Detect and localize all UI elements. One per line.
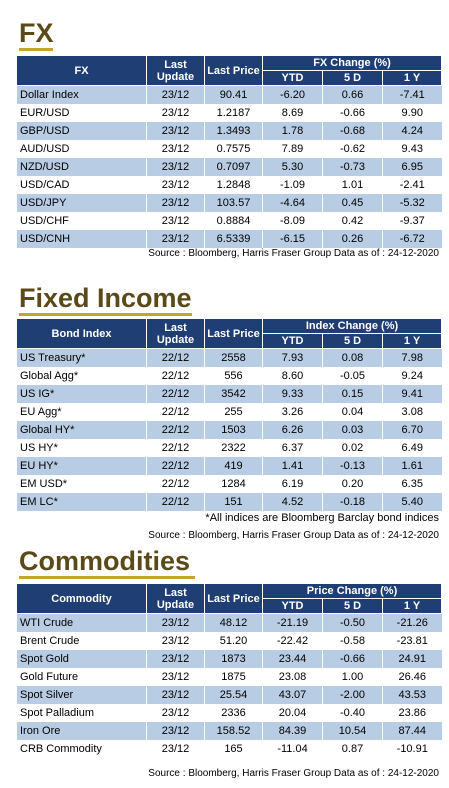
cell-last-update: 22/12 [147,439,205,457]
cell-last-price: 2322 [205,439,263,457]
cell-5d: 10.54 [323,722,383,740]
fixed-income-section-title: Fixed Income [19,283,192,313]
fixed-income-footnote: *All indices are Bloomberg Barclay bond indices [205,512,439,524]
cell-5d: 0.87 [323,740,383,758]
cell-5d: 1.00 [323,668,383,686]
cell-name: EUR/USD [17,104,147,122]
table-row [17,704,442,722]
cell-ytd: 6.26 [263,421,323,439]
table-row [17,668,442,686]
cell-name: Gold Future [17,668,147,686]
cell-1y: 9.43 [383,140,442,158]
cell-last-price: 158.52 [205,722,263,740]
cell-last-price: 0.7097 [205,158,263,176]
cell-ytd: 8.69 [263,104,323,122]
cell-last-price: 1.2848 [205,176,263,194]
table-row [17,104,442,122]
fi-header-last-price: Last Price [205,319,263,349]
cell-name: USD/JPY [17,194,147,212]
table-row [17,158,442,176]
cell-ytd: -8.09 [263,212,323,230]
fi-header-ytd: YTD [263,334,323,349]
cell-last-update: 23/12 [147,140,205,158]
cell-ytd: 7.93 [263,349,323,368]
cell-last-price: 1873 [205,650,263,668]
cell-5d: 1.01 [323,176,383,194]
cell-last-update: 23/12 [147,194,205,212]
cell-last-update: 23/12 [147,704,205,722]
fi-header-last-update: Last Update [147,319,205,349]
cell-ytd: 1.41 [263,457,323,475]
commodities-title-underline [19,576,195,579]
cell-last-update: 22/12 [147,385,205,403]
cell-1y: 9.24 [383,367,442,385]
fx-section-title: FX [19,18,54,48]
com-header-1y: 1 Y [383,599,442,614]
cell-ytd: -6.15 [263,230,323,248]
cell-name: EM LC* [17,493,147,511]
cell-last-price: 25.54 [205,686,263,704]
cell-ytd: 9.33 [263,385,323,403]
table-row [17,632,442,650]
cell-last-update: 23/12 [147,104,205,122]
cell-5d: 0.20 [323,475,383,493]
cell-last-price: 48.12 [205,614,263,633]
cell-5d: -0.13 [323,457,383,475]
table-row [17,176,442,194]
cell-last-update: 22/12 [147,367,205,385]
cell-name: USD/CNH [17,230,147,248]
cell-last-price: 3542 [205,385,263,403]
table-row [17,614,442,633]
fx-header-5d: 5 D [323,71,383,86]
cell-last-update: 23/12 [147,614,205,633]
table-row [17,686,442,704]
cell-name: Spot Silver [17,686,147,704]
cell-last-price: 51.20 [205,632,263,650]
cell-5d: -0.58 [323,632,383,650]
cell-1y: 24.91 [383,650,442,668]
cell-5d: 0.02 [323,439,383,457]
cell-name: NZD/USD [17,158,147,176]
cell-last-price: 90.41 [205,86,263,105]
cell-ytd: -6.20 [263,86,323,105]
cell-5d: 0.66 [323,86,383,105]
com-header-last-price: Last Price [205,584,263,614]
cell-last-update: 23/12 [147,722,205,740]
cell-5d: 0.45 [323,194,383,212]
cell-ytd: -11.04 [263,740,323,758]
cell-last-update: 23/12 [147,86,205,105]
cell-ytd: 43.07 [263,686,323,704]
cell-ytd: 1.78 [263,122,323,140]
cell-last-update: 22/12 [147,349,205,368]
table-row [17,722,442,740]
cell-1y: 7.98 [383,349,442,368]
cell-name: AUD/USD [17,140,147,158]
cell-ytd: -1.09 [263,176,323,194]
table-row [17,650,442,668]
cell-5d: -0.66 [323,104,383,122]
fixed-income-title-underline [19,313,192,316]
cell-last-update: 23/12 [147,230,205,248]
cell-5d: -0.50 [323,614,383,633]
cell-5d: 0.03 [323,421,383,439]
cell-1y: 5.40 [383,493,442,511]
cell-1y: -7.41 [383,86,442,105]
cell-5d: -0.62 [323,140,383,158]
cell-last-update: 22/12 [147,403,205,421]
cell-1y: 26.46 [383,668,442,686]
cell-ytd: -22.42 [263,632,323,650]
fx-source-note: Source : Bloomberg, Harris Fraser Group Data as of : 24-12-2020 [148,248,439,259]
cell-1y: 6.35 [383,475,442,493]
cell-name: US HY* [17,439,147,457]
cell-ytd: -4.64 [263,194,323,212]
table-row [17,403,442,421]
fx-header-last-update: Last Update [147,56,205,86]
cell-1y: -5.32 [383,194,442,212]
cell-last-price: 1875 [205,668,263,686]
cell-last-price: 1503 [205,421,263,439]
cell-last-update: 23/12 [147,122,205,140]
cell-5d: -0.40 [323,704,383,722]
commodities-table [16,583,442,758]
cell-ytd: -21.19 [263,614,323,633]
cell-last-update: 23/12 [147,632,205,650]
table-row [17,230,442,248]
table-row [17,475,442,493]
com-header-last-update: Last Update [147,584,205,614]
cell-last-update: 23/12 [147,158,205,176]
cell-1y: 87.44 [383,722,442,740]
fx-header-ytd: YTD [263,71,323,86]
table-row [17,140,442,158]
table-row [17,385,442,403]
cell-name: Global Agg* [17,367,147,385]
table-row [17,194,442,212]
cell-5d: 0.04 [323,403,383,421]
fx-header-name: FX [17,56,147,86]
cell-last-price: 1284 [205,475,263,493]
cell-1y: -23.81 [383,632,442,650]
cell-1y: -2.41 [383,176,442,194]
cell-1y: 9.90 [383,104,442,122]
commodities-section-title: Commodities [19,546,191,576]
cell-ytd: 6.19 [263,475,323,493]
cell-1y: -10.91 [383,740,442,758]
cell-ytd: 3.26 [263,403,323,421]
fi-header-name: Bond Index [17,319,147,349]
fixed-income-table [16,318,442,511]
cell-name: EM USD* [17,475,147,493]
cell-name: CRB Commodity [17,740,147,758]
cell-5d: 0.15 [323,385,383,403]
cell-1y: 6.49 [383,439,442,457]
fixed-income-source-note: Source : Bloomberg, Harris Fraser Group Data as of : 24-12-2020 [148,530,439,541]
cell-ytd: 23.44 [263,650,323,668]
cell-name: US Treasury* [17,349,147,368]
cell-last-price: 255 [205,403,263,421]
cell-ytd: 8.60 [263,367,323,385]
cell-1y: 9.41 [383,385,442,403]
cell-last-update: 23/12 [147,650,205,668]
cell-name: GBP/USD [17,122,147,140]
cell-last-update: 22/12 [147,457,205,475]
cell-1y: 6.70 [383,421,442,439]
cell-last-update: 23/12 [147,176,205,194]
cell-name: Spot Palladium [17,704,147,722]
cell-5d: 0.08 [323,349,383,368]
table-row [17,493,442,511]
fx-header-1y: 1 Y [383,71,442,86]
cell-5d: -0.66 [323,650,383,668]
table-row [17,439,442,457]
fx-header-change-group: FX Change (%) [263,56,442,71]
cell-5d: -2.00 [323,686,383,704]
cell-last-update: 22/12 [147,493,205,511]
cell-1y: 1.61 [383,457,442,475]
cell-last-price: 1.2187 [205,104,263,122]
table-row [17,86,442,105]
cell-last-price: 556 [205,367,263,385]
cell-last-price: 0.7575 [205,140,263,158]
fi-header-5d: 5 D [323,334,383,349]
com-header-name: Commodity [17,584,147,614]
cell-name: EU Agg* [17,403,147,421]
cell-name: Dollar Index [17,86,147,105]
fi-header-1y: 1 Y [383,334,442,349]
cell-5d: -0.18 [323,493,383,511]
cell-5d: -0.05 [323,367,383,385]
commodities-source-note: Source : Bloomberg, Harris Fraser Group Data as of : 24-12-2020 [148,768,439,779]
cell-name: Brent Crude [17,632,147,650]
table-row [17,122,442,140]
fx-table [16,55,442,248]
cell-ytd: 7.89 [263,140,323,158]
cell-last-update: 23/12 [147,740,205,758]
cell-ytd: 5.30 [263,158,323,176]
cell-5d: -0.73 [323,158,383,176]
cell-last-update: 22/12 [147,421,205,439]
cell-last-price: 165 [205,740,263,758]
cell-last-price: 419 [205,457,263,475]
cell-last-price: 151 [205,493,263,511]
cell-name: USD/CHF [17,212,147,230]
com-header-5d: 5 D [323,599,383,614]
table-row [17,457,442,475]
cell-1y: -6.72 [383,230,442,248]
cell-1y: 23.86 [383,704,442,722]
cell-ytd: 6.37 [263,439,323,457]
cell-5d: 0.42 [323,212,383,230]
cell-1y: 43.53 [383,686,442,704]
cell-name: Spot Gold [17,650,147,668]
cell-name: USD/CAD [17,176,147,194]
cell-last-update: 22/12 [147,475,205,493]
cell-ytd: 4.52 [263,493,323,511]
cell-last-price: 2336 [205,704,263,722]
cell-ytd: 20.04 [263,704,323,722]
cell-last-price: 1.3493 [205,122,263,140]
cell-1y: 4.24 [383,122,442,140]
cell-last-price: 103.57 [205,194,263,212]
cell-last-update: 23/12 [147,668,205,686]
cell-name: WTI Crude [17,614,147,633]
table-row [17,212,442,230]
cell-1y: -21.26 [383,614,442,633]
table-row [17,421,442,439]
cell-name: EU HY* [17,457,147,475]
fx-title-underline [19,48,53,51]
cell-ytd: 23.08 [263,668,323,686]
fi-header-change-group: Index Change (%) [263,319,442,334]
fx-header-last-price: Last Price [205,56,263,86]
cell-last-price: 2558 [205,349,263,368]
cell-last-update: 23/12 [147,686,205,704]
table-row [17,367,442,385]
cell-5d: 0.26 [323,230,383,248]
com-header-ytd: YTD [263,599,323,614]
cell-last-update: 23/12 [147,212,205,230]
cell-5d: -0.68 [323,122,383,140]
cell-name: Global HY* [17,421,147,439]
table-row [17,740,442,758]
cell-name: Iron Ore [17,722,147,740]
cell-last-price: 0.8884 [205,212,263,230]
cell-name: US IG* [17,385,147,403]
cell-1y: 6.95 [383,158,442,176]
cell-1y: -9.37 [383,212,442,230]
table-row [17,349,442,368]
cell-ytd: 84.39 [263,722,323,740]
cell-1y: 3.08 [383,403,442,421]
com-header-change-group: Price Change (%) [263,584,442,599]
cell-last-price: 6.5339 [205,230,263,248]
